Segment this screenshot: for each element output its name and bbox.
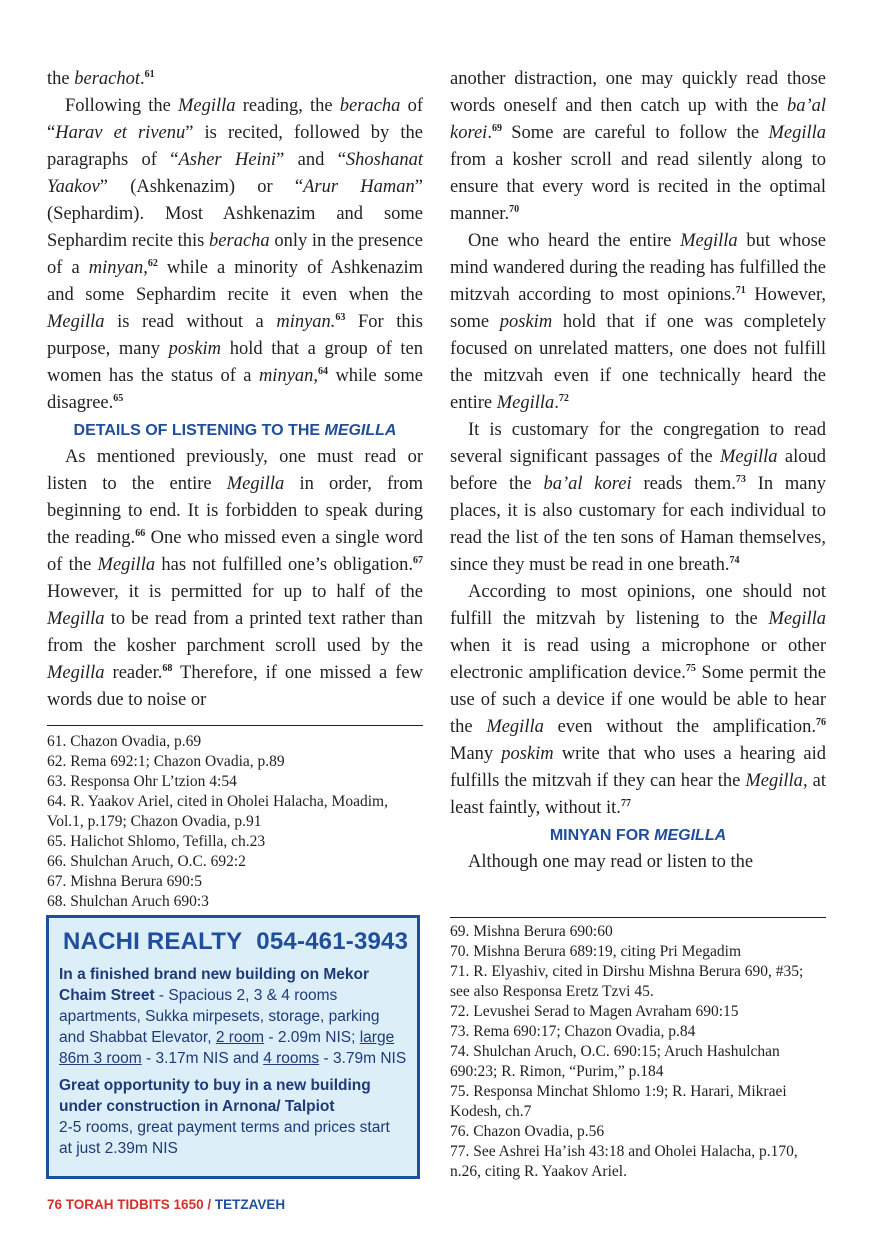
footnote-ref: 65 [113,392,124,404]
footnotes-left [47,732,423,912]
footnote-ref: 70 [509,203,520,215]
footnote: 65. Halichot Shlomo, Tefilla, ch.23 [47,833,266,850]
footnote: 73. Rema 690:17; Chazon Ovadia, p.84 [450,1023,696,1040]
page-number: 76 [47,1197,63,1212]
footnote: 75. Responsa Minchat Shlomo 1:9; R. Harari, Mikraei Kodesh, ch.7 [450,1083,787,1120]
left-column [47,66,423,714]
footnote: 67. Mishna Berura 690:5 [47,873,202,890]
footnote-ref: 63 [335,311,346,323]
footnote-ref: 76 [816,716,826,728]
footer-separator: / [207,1197,212,1212]
footnote-ref: 71 [735,284,746,296]
footnote-ref: 73 [735,473,746,485]
footnote: 61. Chazon Ovadia, p.69 [47,733,202,750]
footnote: 66. Shulchan Aruch, O.C. 692:2 [47,853,246,870]
footnote-divider-right [450,917,826,918]
paragraph-minyan: Although one may read or listen to the [468,852,754,872]
footnote-ref: 75 [685,662,696,674]
footnote-ref: 61 [144,68,155,80]
page-footer [47,1197,285,1212]
ad-title [63,928,407,956]
realty-advertisement [46,915,420,1179]
footnotes-right [450,922,826,1182]
publication-name: TORAH TIDBITS 1650 [65,1197,204,1212]
footnote-ref: 62 [147,257,158,269]
paragraph-customary: It is customary for the congregation to read several significant passages of the Megilla aloud before the ba’al korei reads them.$^{73}$ In many places, it is also customary for each individual to read the list of the ten sons of Haman themselves, since they must be read in one breath.$^{74}$ [450,420,826,575]
footnote: 77. See Ashrei Ha’ish 43:18 and Oholei Halacha, p.170, n.26, citing R. Yaakov Ariel. [450,1143,798,1180]
footnote-divider-left [47,725,423,726]
footnote-ref: 66 [135,527,146,539]
section-heading-minyan: MINYAN FOR MEGILLA [549,827,727,844]
parsha-name: TETZAVEH [214,1197,286,1212]
footnote: 76. Chazon Ovadia, p.56 [450,1123,605,1140]
paragraph-beracha: Following the Megilla reading, the beracha of “Harav et rivenu” is recited, followed by the paragraphs of “Asher Heini” and “Shoshanat Yaakov” (Ashkenazim) or “Arur Haman” (Sephardim). Most Ashkenazim and some Sephardim recite this beracha only in the presence of a minyan,$^{62}$ while a minority of Ashkenazim and some Sephardim recite it even when the Megilla is read without a minyan.$^{63}$ For this purpose, many poskim hold that a group of ten women has the status of a minyan,$^{64}$ while some disagree.$^{65}$ [47,96,423,413]
paragraph-distraction: another distraction, one may quickly read those words oneself and then catch up with the ba’al korei.$^{69}$ Some are careful to follow the Megilla from a kosher scroll and read silently along to ensure that every word is recited in the optimal manner.$^{70}$ [450,69,826,224]
paragraph-listening: As mentioned previously, one must read or listen to the entire Megilla in order, from beginning to end. It is forbidden to speak during the reading.$^{66}$ One who missed even a single word of the Megilla has not fulfilled one’s obligation.$^{67}$ However, it is permitted for up to half of the Megilla to be read from a printed text rather than from the kosher parchment scroll used by the Megilla reader.$^{68}$ Therefore, if one missed a few words due to noise or [47,447,423,710]
footnote: 70. Mishna Berura 689:19, citing Pri Megadim [450,943,742,960]
footnote-ref: 77 [620,797,631,809]
footnote: 72. Levushei Serad to Magen Avraham 690:15 [450,1003,739,1020]
footnote: 64. R. Yaakov Ariel, cited in Oholei Halacha, Moadim, Vol.1, p.179; Chazon Ovadia, p.91 [47,793,388,830]
footnote-ref: 74 [729,554,740,566]
ad-company-name: NACHI REALTY [63,928,243,955]
footnote-ref: 64 [318,365,329,377]
footnote-ref: 67 [413,554,423,566]
footnote-ref: 69 [491,122,502,134]
footnote: 63. Responsa Ohr L’tzion 4:54 [47,773,237,790]
paragraph-mind-wandered: One who heard the entire Megilla but whose mind wandered during the reading has fulfilled the mitzvah according to most opinions.$^{71}$ However, some poskim hold that if one was completely focused on unrelated matters, one does not fulfill the mitzvah even if one technically heard the entire Megilla.$^{72}$ [450,231,827,413]
footnote-ref: 72 [558,392,569,404]
ad-offer-arnona: Great opportunity to buy in a new building under construction in Arnona/ Talpiot 2-5 rooms, great payment terms and prices start at just 2.39m NIS [59,1077,390,1157]
ad-phone-number[interactable]: 054-461-3943 [256,928,409,955]
footnote: 71. R. Elyashiv, cited in Dirshu Mishna Berura 690, #35; see also Responsa Eretz Tzvi 45. [450,963,804,1000]
footnote-ref: 68 [162,662,173,674]
footnote: 62. Rema 692:1; Chazon Ovadia, p.89 [47,753,285,770]
paragraph-microphone: According to most opinions, one should not fulfill the mitzvah by listening to the Megilla when it is read using a microphone or other electronic amplification device.$^{75}$ Some permit the use of such a device if one would be able to hear the Megilla even without the amplification.$^{76}$ Many poskim write that who uses a hearing aid fulfills the mitzvah if they can hear the Megilla, at least faintly, without it.$^{77}$ [450,582,826,818]
footnote: 68. Shulchan Aruch 690:3 [47,893,209,910]
paragraph-continued-berachot: the berachot.$^{61}$ [47,68,155,89]
right-column [450,66,826,876]
footnote: 69. Mishna Berura 690:60 [450,923,613,940]
ad-offer-mekor-chaim: In a finished brand new building on Mekor Chaim Street - Spacious 2, 3 & 4 rooms apartments, Sukka mirpesets, storage, parking and Shabbat Elevator, 2 room - 2.09m NIS; large 86m 3 room - 3.17m NIS and 4 rooms - 3.79m NIS [59,966,407,1067]
section-heading-listening: DETAILS OF LISTENING TO THE MEGILLA [73,422,397,439]
footnote: 74. Shulchan Aruch, O.C. 690:15; Aruch Hashulchan 690:23; R. Rimon, “Purim,” p.184 [450,1043,780,1080]
